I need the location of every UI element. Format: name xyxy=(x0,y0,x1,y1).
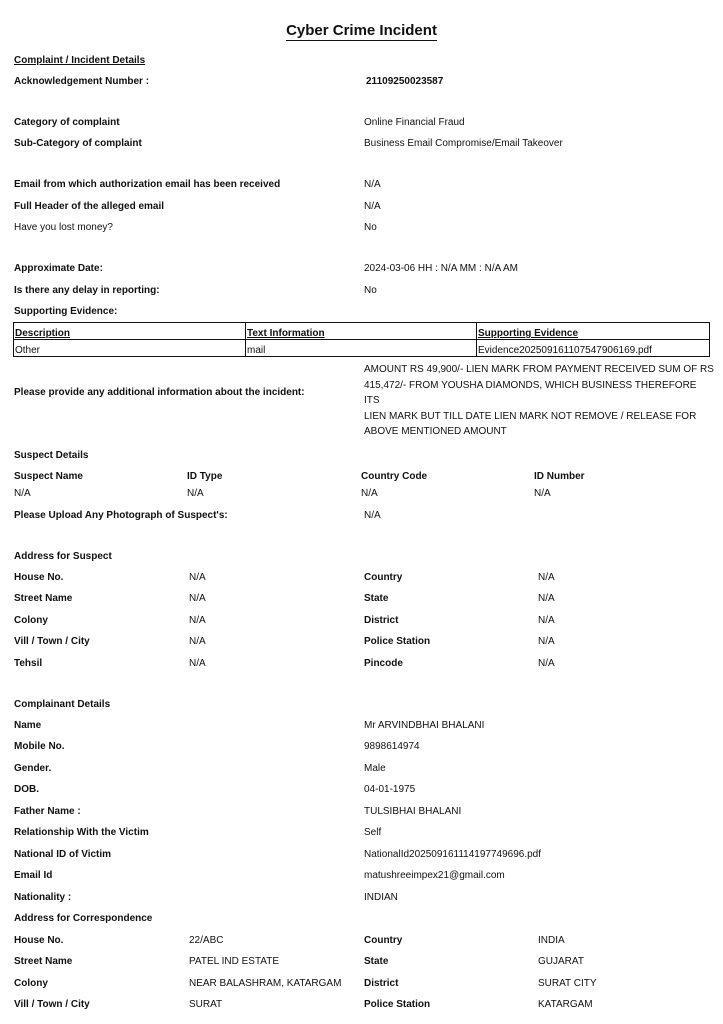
evidence-table-header xyxy=(14,323,710,340)
field-label: Colony xyxy=(14,615,48,626)
field-value: NEAR BALASHRAM, KATARGAM xyxy=(189,978,342,989)
ack-row xyxy=(0,76,723,90)
suspect-section-title: Suspect Details xyxy=(14,450,89,461)
field-value: Mr ARVINDBHAI BHALANI xyxy=(364,720,485,731)
field-label: Street Name xyxy=(14,956,73,967)
country-code-value: N/A xyxy=(361,488,378,499)
suspect-address-title: Address for Suspect xyxy=(14,551,112,562)
field-value: N/A xyxy=(189,636,206,647)
field-value: N/A xyxy=(189,572,206,583)
complainant-row xyxy=(0,741,723,755)
evidence-file[interactable]: Evidence20250916110754790616​9.pdf xyxy=(477,340,710,357)
suspect-address-row xyxy=(0,658,723,672)
field-label: State xyxy=(364,956,389,967)
complainant-row xyxy=(0,784,723,798)
correspondence-row xyxy=(0,956,723,970)
id-number-header: ID Number xyxy=(534,471,585,482)
complainant-row xyxy=(0,892,723,906)
suspect-photo-label: Please Upload Any Photograph of Suspect's: xyxy=(14,510,228,521)
evidence-header-file: Supporting Evidence xyxy=(477,323,710,340)
field-label: Colony xyxy=(14,978,48,989)
additional-info-label: Please provide any additional information about the incident: xyxy=(14,387,305,398)
field-value: N/A xyxy=(189,615,206,626)
field-value: N/A xyxy=(538,615,555,626)
document-title xyxy=(0,22,723,39)
complainant-row xyxy=(0,720,723,734)
header-row xyxy=(0,201,723,215)
additional-info-line: AMOUNT RS 49,900/- LIEN MARK FROM PAYMENT RECEIVED SUM OF RS xyxy=(364,364,714,375)
date-label: Approximate Date: xyxy=(14,263,103,274)
field-value: INDIAN xyxy=(364,892,398,903)
table-row xyxy=(14,340,710,357)
field-value: 22/ABC xyxy=(189,935,224,946)
evidence-table xyxy=(13,322,710,357)
complaint-section-title: Complaint / Incident Details xyxy=(14,55,146,66)
date-value: 2024-03-06 HH : N/A MM : N/A AM xyxy=(364,263,518,274)
id-type-header: ID Type xyxy=(187,471,223,482)
field-label: District xyxy=(364,615,399,626)
field-label: Mobile No. xyxy=(14,741,65,752)
field-value: GUJARAT xyxy=(538,956,584,967)
correspondence-row xyxy=(0,999,723,1013)
field-label: Gender. xyxy=(14,763,52,774)
additional-info-line: ABOVE MENTIONED AMOUNT xyxy=(364,426,507,437)
subcategory-value: Business Email Compromise/Email Takeover xyxy=(364,138,563,149)
category-row xyxy=(0,117,723,131)
field-value: SURAT CITY xyxy=(538,978,597,989)
field-label: Relationship With the Victim xyxy=(14,827,149,838)
field-value: 9898614974 xyxy=(364,741,420,752)
lost-money-label: Have you lost money? xyxy=(14,222,113,233)
suspect-address-row xyxy=(0,572,723,586)
evidence-description: Other xyxy=(14,340,246,357)
field-value: N/A xyxy=(189,658,206,669)
evidence-header-text: Text Information xyxy=(246,323,477,340)
field-label: Vill / Town / City xyxy=(14,999,90,1010)
id-number-value: N/A xyxy=(534,488,551,499)
suspect-address-row xyxy=(0,615,723,629)
evidence-label: Supporting Evidence: xyxy=(14,306,118,317)
field-label: Pincode xyxy=(364,658,403,669)
field-label: Tehsil xyxy=(14,658,43,669)
field-value: INDIA xyxy=(538,935,565,946)
field-value: TULSIBHAI BHALANI xyxy=(364,806,462,817)
field-value: N/A xyxy=(538,572,555,583)
field-label: Vill / Town / City xyxy=(14,636,90,647)
field-value: Self xyxy=(364,827,382,838)
field-value: N/A xyxy=(189,593,206,604)
complainant-row xyxy=(0,870,723,884)
field-value: PATEL IND ESTATE xyxy=(189,956,280,967)
delay-row xyxy=(0,285,723,299)
auth-email-row xyxy=(0,179,723,193)
suspect-name-value: N/A xyxy=(14,488,31,499)
suspect-photo-row xyxy=(0,510,723,524)
field-label: House No. xyxy=(14,935,64,946)
lost-money-value: No xyxy=(364,222,377,233)
header-label: Full Header of the alleged email xyxy=(14,201,165,212)
correspondence-row xyxy=(0,935,723,949)
lost-money-row xyxy=(0,222,723,236)
subcategory-label: Sub-Category of complaint xyxy=(14,138,142,149)
field-value: KATARGAM xyxy=(538,999,593,1010)
field-value: N/A xyxy=(538,636,555,647)
field-label: National ID of Victim xyxy=(14,849,112,860)
correspondence-title: Address for Correspondence xyxy=(14,913,153,924)
field-label: DOB. xyxy=(14,784,39,795)
auth-email-label: Email from which authorization email has been received xyxy=(14,179,281,190)
delay-label: Is there any delay in reporting: xyxy=(14,285,160,296)
field-label: District xyxy=(364,978,399,989)
complainant-row xyxy=(0,806,723,820)
evidence-header-description: Description xyxy=(14,323,246,340)
correspondence-row xyxy=(0,978,723,992)
suspect-address-row xyxy=(0,593,723,607)
email-value: matushreeimpex21@gmail.com xyxy=(364,870,505,881)
field-label: Police Station xyxy=(364,999,431,1010)
delay-value: No xyxy=(364,285,377,296)
complainant-row xyxy=(0,849,723,863)
field-value: N/A xyxy=(538,658,555,669)
suspect-value-row xyxy=(0,488,723,502)
subcategory-row xyxy=(0,138,723,152)
field-label: House No. xyxy=(14,572,64,583)
category-label: Category of complaint xyxy=(14,117,120,128)
suspect-name-header: Suspect Name xyxy=(14,471,83,482)
suspect-address-row xyxy=(0,636,723,650)
field-label: Name xyxy=(14,720,42,731)
suspect-photo-value: N/A xyxy=(364,510,381,521)
category-value: Online Financial Fraud xyxy=(364,117,465,128)
field-label: Nationality : xyxy=(14,892,72,903)
national-id-file[interactable]: NationalId20250916111419774969​6.pdf xyxy=(364,849,542,860)
country-code-header: Country Code xyxy=(361,471,428,482)
id-type-value: N/A xyxy=(187,488,204,499)
complainant-section-title: Complainant Details xyxy=(14,699,111,710)
auth-email-value: N/A xyxy=(364,179,381,190)
date-row xyxy=(0,263,723,277)
field-label: Country xyxy=(364,572,403,583)
additional-info-text xyxy=(364,362,714,440)
field-value: SURAT xyxy=(189,999,223,1010)
header-value: N/A xyxy=(364,201,381,212)
field-label: Country xyxy=(364,935,403,946)
field-value: N/A xyxy=(538,593,555,604)
field-label: Police Station xyxy=(364,636,431,647)
complainant-row xyxy=(0,827,723,841)
field-label: State xyxy=(364,593,389,604)
ack-label: Acknowledgement Number : xyxy=(14,76,150,87)
suspect-header-row xyxy=(0,471,723,485)
field-value: Male xyxy=(364,763,386,774)
complainant-row xyxy=(0,763,723,777)
title-text: Cyber Crime Incident xyxy=(286,22,437,39)
evidence-label-row xyxy=(0,306,723,320)
evidence-text: mail xyxy=(246,340,477,357)
field-label: Street Name xyxy=(14,593,73,604)
additional-info-line: 415,472/- FROM YOUSHA DIAMONDS, WHICH BUSINESS THEREFORE ITS xyxy=(364,379,697,406)
field-label: Email Id xyxy=(14,870,53,881)
ack-value: 21109250023587 xyxy=(366,76,444,87)
field-value: 04-01-1975 xyxy=(364,784,416,795)
field-label: Father Name : xyxy=(14,806,81,817)
additional-info-line: LIEN MARK BUT TILL DATE LIEN MARK NOT REMOVE / RELEASE FOR xyxy=(364,410,697,422)
